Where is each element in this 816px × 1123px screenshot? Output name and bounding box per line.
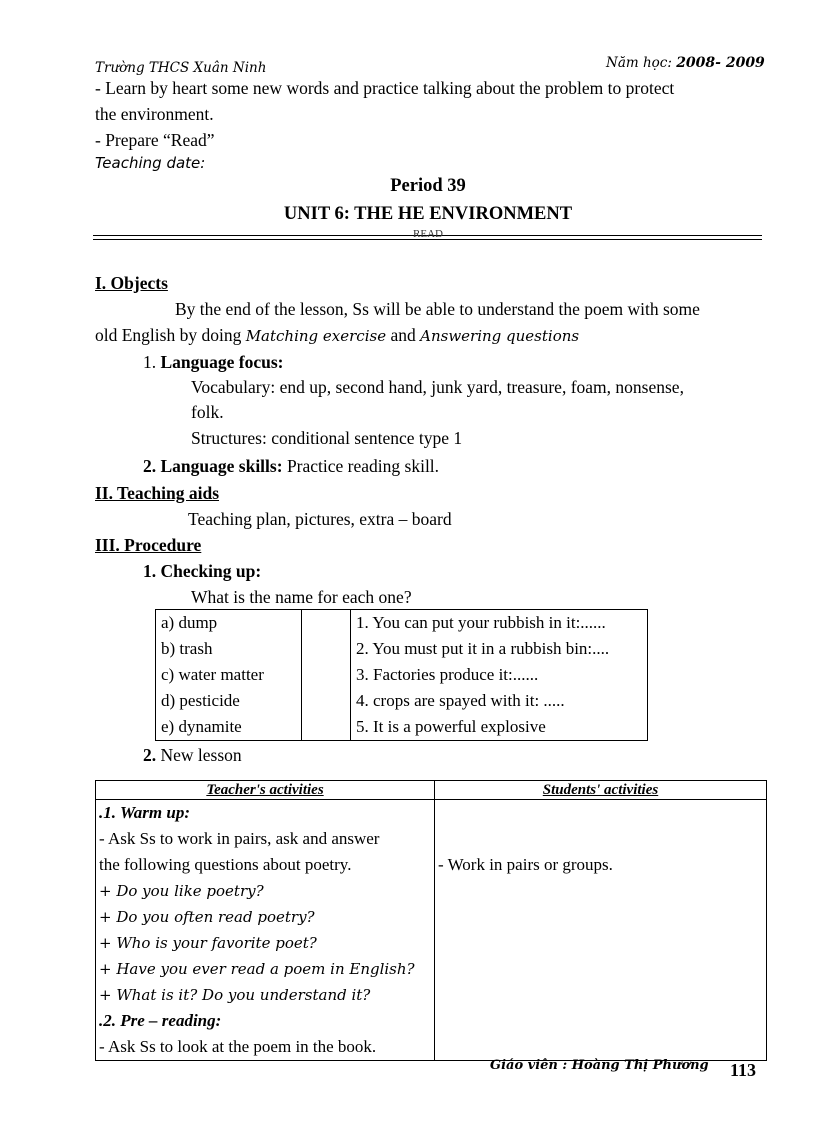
objects-line-1: By the end of the lesson, Ss will be able to understand the poem with some: [175, 299, 700, 319]
school-year: [606, 55, 765, 71]
checking-answer-blank: [302, 636, 351, 662]
unit-title: UNIT 6: THE HE ENVIRONMENT: [283, 204, 573, 224]
checking-row: [156, 662, 648, 688]
students-activities-cell: [435, 800, 767, 1061]
warm-up-heading: .1. Warm up:: [99, 803, 191, 822]
checking-term: e) dynamite: [161, 717, 242, 736]
period-title: Period 39: [390, 176, 466, 196]
matching-exercise: Matching exercise: [245, 327, 387, 345]
checking-row: [156, 636, 648, 662]
teacher-line-1: - Ask Ss to work in pairs, ask and answer: [99, 829, 380, 848]
objects-heading: I. Objects: [95, 273, 168, 293]
footer-teacher: Giáo viên : Hoàng Thị Phương: [490, 1058, 709, 1073]
checking-up: [143, 561, 261, 582]
objects-line-2: [95, 325, 579, 346]
intro-line-3: - Prepare “Read”: [95, 130, 215, 150]
checking-definition: 3. Factories produce it:......: [356, 665, 539, 684]
intro-line-2: the environment.: [95, 104, 214, 124]
school-year-label: Năm học:: [606, 55, 672, 71]
objects-line-2-prefix: old English by doing: [95, 325, 246, 345]
objects-line-2-and: and: [386, 325, 421, 345]
language-skills-label: Language skills:: [160, 456, 283, 476]
new-lesson-label: New lesson: [160, 745, 242, 765]
checking-definition: 5. It is a powerful explosive: [356, 717, 546, 736]
page-number: 113: [730, 1060, 757, 1080]
checking-term: b) trash: [161, 639, 213, 658]
checking-definition: 1. You can put your rubbish in it:......: [356, 613, 606, 632]
checking-definition: 2. You must put it in a rubbish bin:....: [356, 639, 610, 658]
question-1: + Do you like poetry?: [99, 882, 264, 900]
vocab-line-2: folk.: [191, 402, 224, 422]
vocab-line-1: Vocabulary: end up, second hand, junk yard, treasure, foam, nonsense,: [191, 377, 684, 397]
teacher-activities-cell: [96, 800, 435, 1061]
teaching-aids-heading: II. Teaching aids: [95, 483, 220, 503]
checking-row: [156, 688, 648, 714]
lesson-table: [95, 780, 767, 1061]
teacher-line-2: the following questions about poetry.: [99, 855, 352, 874]
answering-questions: Answering questions: [420, 327, 580, 345]
language-focus: [143, 352, 284, 373]
teaching-date: Teaching date:: [95, 154, 206, 172]
language-focus-num: 1.: [143, 352, 161, 372]
checking-up-num: 1.: [143, 561, 161, 581]
checking-row: [156, 714, 648, 741]
language-skills-num: 2.: [143, 456, 161, 476]
teaching-aids-text: Teaching plan, pictures, extra – board: [188, 509, 452, 529]
language-focus-label: Language focus:: [160, 352, 284, 372]
school-year-value: 2008- 2009: [676, 55, 765, 71]
checking-answer-blank: [302, 662, 351, 688]
question-4: + Have you ever read a poem in English?: [99, 960, 415, 978]
checking-definition: 4. crops are spayed with it: .....: [356, 691, 565, 710]
school-name: Trường THCS Xuân Ninh: [95, 60, 267, 76]
students-activities-header: Students' activities: [435, 781, 767, 800]
checking-row: [156, 610, 648, 637]
checking-answer-blank: [302, 714, 351, 741]
language-skills: [143, 456, 439, 477]
checking-term: a) dump: [161, 613, 218, 632]
checking-answer-blank: [302, 688, 351, 714]
teacher-activities-header: Teacher's activities: [96, 781, 435, 800]
pre-reading-heading: .2. Pre – reading:: [99, 1011, 222, 1030]
checking-table: [155, 609, 648, 741]
checking-term: c) water matter: [161, 665, 264, 684]
checking-question: What is the name for each one?: [191, 587, 412, 607]
structures-line: Structures: conditional sentence type 1: [191, 428, 463, 448]
new-lesson-num: 2.: [143, 745, 161, 765]
procedure-heading: III. Procedure: [95, 535, 202, 555]
intro-line-1: - Learn by heart some new words and practice talking about the problem to protect: [95, 78, 675, 98]
section-subtitle: READ: [413, 228, 443, 240]
checking-answer-blank: [302, 610, 351, 637]
checking-term: d) pesticide: [161, 691, 240, 710]
teacher-line-3: - Ask Ss to look at the poem in the book.: [99, 1037, 377, 1056]
student-line-1: - Work in pairs or groups.: [438, 855, 613, 874]
question-3: + Who is your favorite poet?: [99, 934, 317, 952]
checking-up-label: Checking up:: [160, 561, 262, 581]
new-lesson: [143, 745, 242, 766]
language-skills-text: Practice reading skill.: [282, 456, 440, 476]
question-5: + What is it? Do you understand it?: [99, 986, 371, 1004]
question-2: + Do you often read poetry?: [99, 908, 315, 926]
